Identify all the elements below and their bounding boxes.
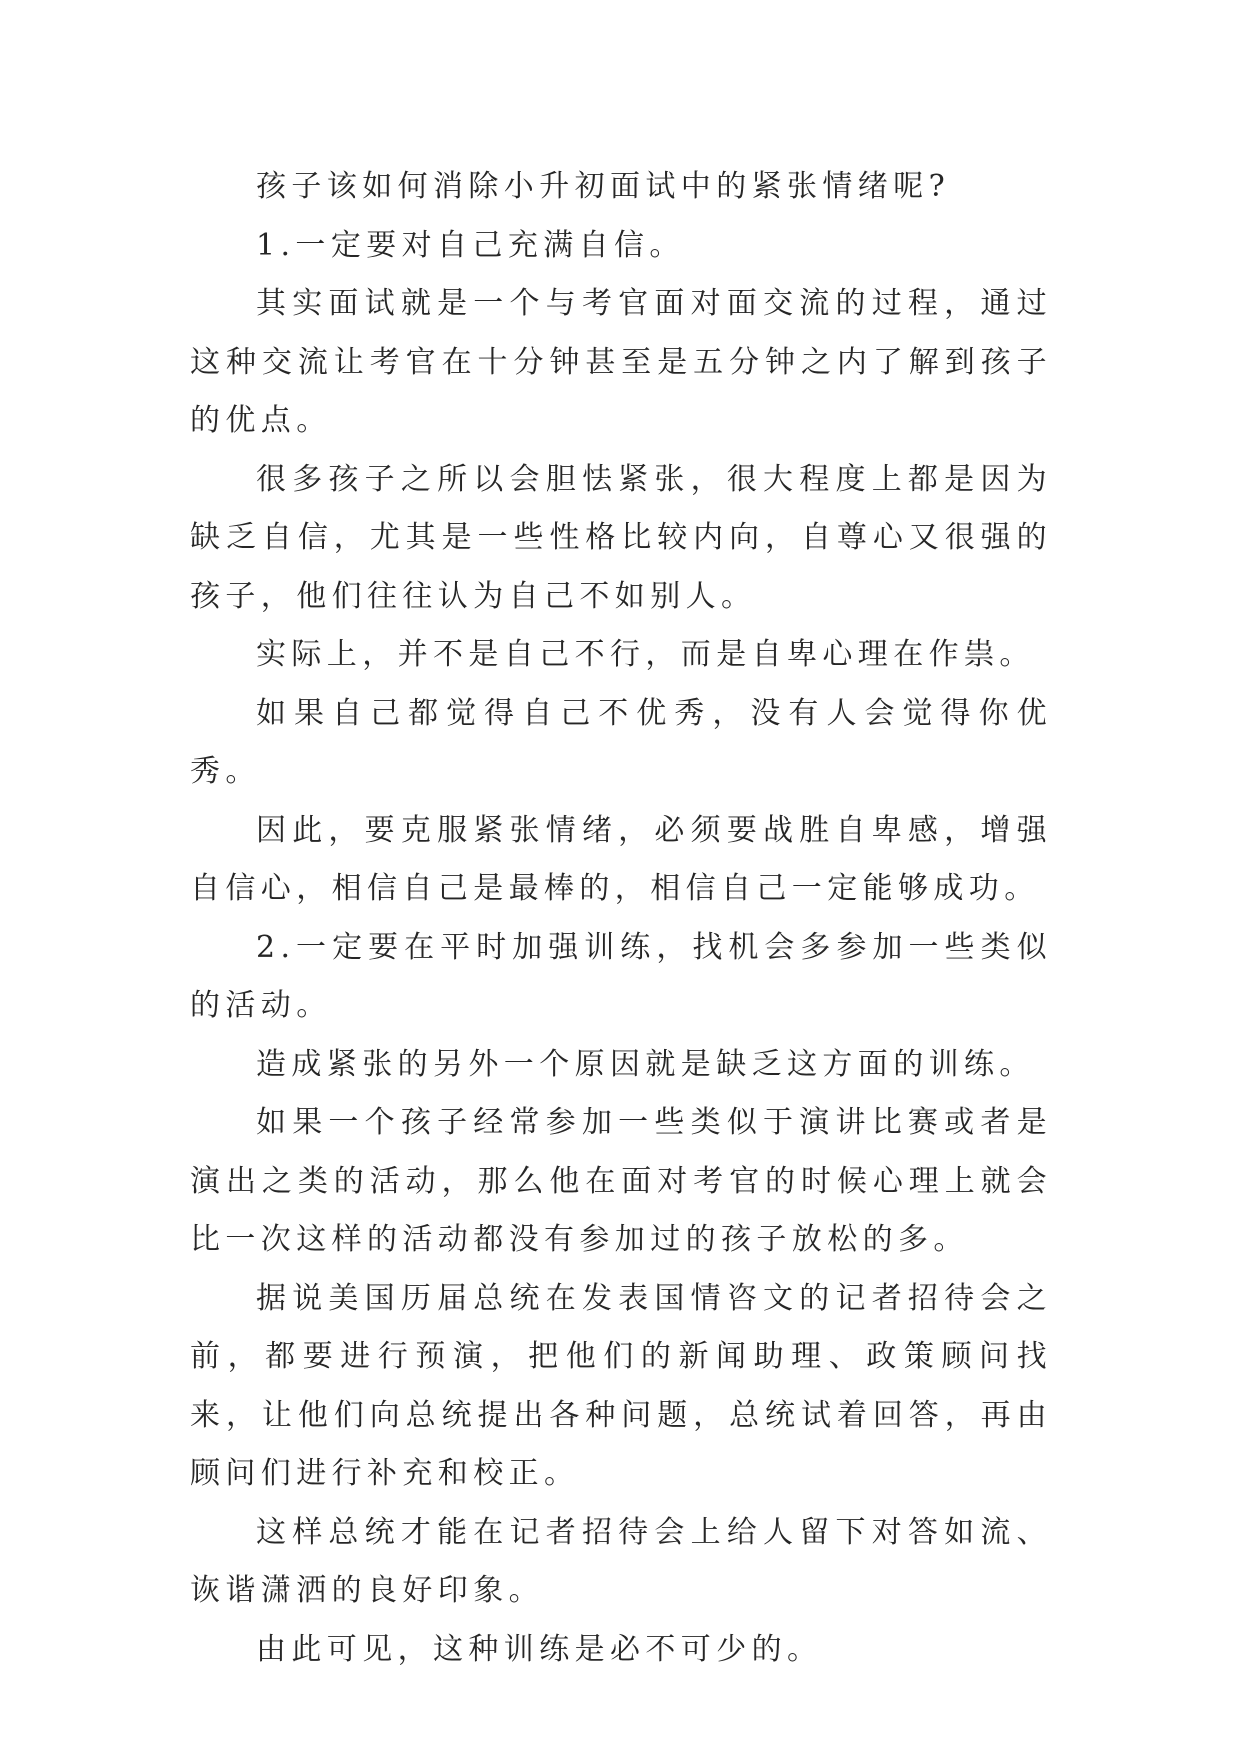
body-paragraph: 造成紧张的另外一个原因就是缺乏这方面的训练。 (256, 1046, 1035, 1082)
point-1-title: 1.一定要对自己充满自信。 (256, 227, 685, 263)
body-paragraph: 其实面试就是一个与考官面对面交流的过程，通过这种交流让考官在十分钟甚至是五分钟之内了解到孩子的优点。 (190, 286, 1052, 438)
document-body (190, 158, 1052, 1679)
body-paragraph: 据说美国历届总统在发表国情咨文的记者招待会之前，都要进行预演，把他们的新闻助理、政策顾问找来，让他们向总统提出各种问题，总统试着回答，再由顾问们进行补充和校正。 (190, 1280, 1052, 1491)
body-paragraph: 很多孩子之所以会胆怯紧张，很大程度上都是因为缺乏自信，尤其是一些性格比较内向，自尊心又很强的孩子，他们往往认为自己不如别人。 (190, 461, 1052, 614)
body-paragraph: 这样总统才能在记者招待会上给人留下对答如流、诙谐潇洒的良好印象。 (190, 1514, 1052, 1608)
heading-question: 孩子该如何消除小升初面试中的紧张情绪呢? (256, 169, 951, 204)
body-paragraph: 如果自己都觉得自己不优秀，没有人会觉得你优秀。 (190, 695, 1052, 789)
body-paragraph: 如果一个孩子经常参加一些类似于演讲比赛或者是演出之类的活动，那么他在面对考官的时候心理上就会比一次这样的活动都没有参加过的孩子放松的多。 (190, 1105, 1052, 1257)
body-paragraph: 实际上，并不是自己不行，而是自卑心理在作祟。 (256, 637, 1035, 672)
body-paragraph: 由此可见，这种训练是必不可少的。 (256, 1631, 823, 1667)
body-paragraph: 因此，要克服紧张情绪，必须要战胜自卑感，增强自信心，相信自己是最棒的，相信自己一定能够成功。 (190, 812, 1052, 906)
point-2-title: 2.一定要在平时加强训练，找机会多参加一些类似的活动。 (190, 929, 1052, 1023)
